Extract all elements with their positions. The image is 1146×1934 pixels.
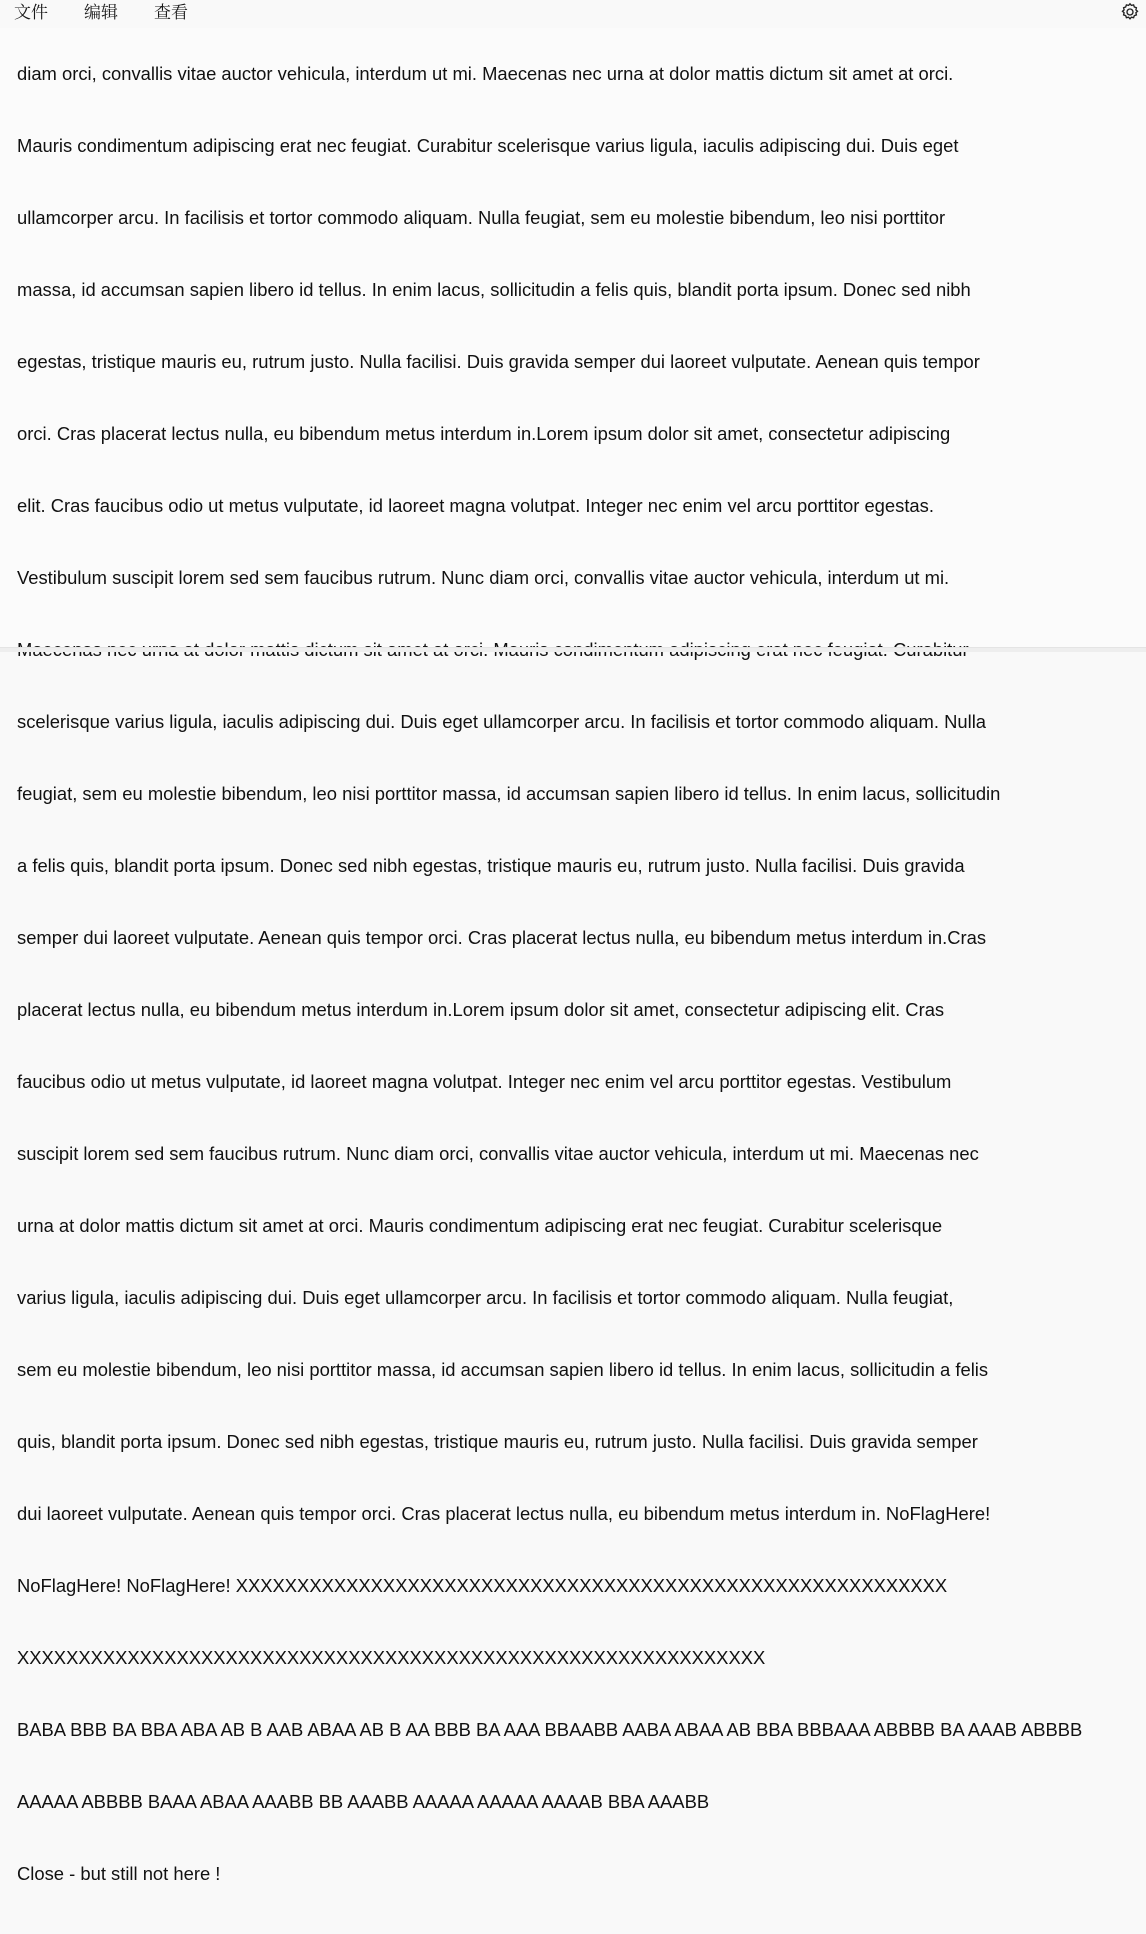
text-line: quis, blandit porta ipsum. Donec sed nibh egestas, tristique mauris eu, rutrum justo. Nulla facilisi. Duis gravida semper [17,1431,978,1452]
text-line: Vestibulum suscipit lorem sed sem faucibus rutrum. Nunc diam orci, convallis vitae auctor vehicula, interdum ut mi. [17,567,950,588]
text-line: sem eu molestie bibendum, leo nisi porttitor massa, id accumsan sapien libero id tellus. In enim lacus, sollicitudin a felis [17,1359,989,1380]
text-line: elit. Cras faucibus odio ut metus vulputate, id laoreet magna volutpat. Integer nec enim vel arcu porttitor egestas. [17,495,934,516]
text-line: dui laoreet vulputate. Aenean quis tempor orci. Cras placerat lectus nulla, eu bibendum metus interdum in. NoFlagHere! [17,1503,991,1524]
text-line: varius ligula, iaculis adipiscing dui. Duis eget ullamcorper arcu. In facilisis et tortor commodo aliquam. Nulla feugiat, [17,1287,954,1308]
text-line: ullamcorper arcu. In facilisis et tortor commodo aliquam. Nulla feugiat, sem eu molestie bibendum, leo nisi porttitor [17,207,946,228]
text-line: orci. Cras placerat lectus nulla, eu bibendum metus interdum in.Lorem ipsum dolor sit amet, consectetur adipiscing [17,423,951,444]
text-line: suscipit lorem sed sem faucibus rutrum. Nunc diam orci, convallis vitae auctor vehicula, interdum ut mi. Maecenas nec [17,1143,979,1164]
text-line: Close - but still not here ! [17,1863,221,1884]
menu-file[interactable]: 文件 [14,3,48,23]
bottom-edge [0,647,1146,652]
text-line: NoFlagHere! NoFlagHere! XXXXXXXXXXXXXXXXXXXXXXXXXXXXXXXXXXXXXXXXXXXXXXXXXXXXXXXXXX [17,1575,948,1596]
menu-view[interactable]: 查看 [154,3,188,23]
text-line: faucibus odio ut metus vulputate, id laoreet magna volutpat. Integer nec enim vel arcu porttitor egestas. Vestibulum [17,1071,952,1092]
text-line: massa, id accumsan sapien libero id tellus. In enim lacus, sollicitudin a felis quis, blandit porta ipsum. Donec sed nibh [17,279,971,300]
gear-icon [1120,2,1140,22]
text-line: egestas, tristique mauris eu, rutrum justo. Nulla facilisi. Duis gravida semper dui laoreet vulputate. Aenean quis tempor [17,351,980,372]
text-line: BABA BBB BA BBA ABA AB B AAB ABAA AB B AA BBB BA AAA BBAABB AABA ABAA AB BBA BBBAAA ABBBB BA AAAB ABBBB [17,1719,1083,1740]
text-line: XXXXXXXXXXXXXXXXXXXXXXXXXXXXXXXXXXXXXXXXXXXXXXXXXXXXXXXXXXXXX [17,1647,766,1668]
text-line: diam orci, convallis vitae auctor vehicula, interdum ut mi. Maecenas nec urna at dolor mattis dictum sit amet at orci. [17,63,954,84]
text-line: placerat lectus nulla, eu bibendum metus interdum in.Lorem ipsum dolor sit amet, consectetur adipiscing elit. Cras [17,999,945,1020]
text-line: feugiat, sem eu molestie bibendum, leo nisi porttitor massa, id accumsan sapien libero id tellus. In enim lacus, sollicitudin [17,783,1001,804]
text-line: AAAAA ABBBB BAAA ABAA AAABB BB AAABB AAAAA AAAAA AAAAB BBA AAABB [17,1791,710,1812]
menu-bar [0,0,1146,28]
text-line: semper dui laoreet vulputate. Aenean quis tempor orci. Cras placerat lectus nulla, eu bibendum metus interdum in.Cras [17,927,987,948]
document-text[interactable] [17,14,1087,1934]
text-line: a felis quis, blandit porta ipsum. Donec sed nibh egestas, tristique mauris eu, rutrum justo. Nulla facilisi. Duis gravida [17,855,965,876]
text-line: scelerisque varius ligula, iaculis adipiscing dui. Duis eget ullamcorper arcu. In facilisis et tortor commodo aliquam. Nulla [17,711,987,732]
text-line: urna at dolor mattis dictum sit amet at orci. Mauris condimentum adipiscing erat nec feugiat. Curabitur scelerisque [17,1215,943,1236]
settings-button[interactable] [1120,2,1140,22]
editor-area[interactable] [0,28,1146,1884]
text-line: Mauris condimentum adipiscing erat nec feugiat. Curabitur scelerisque varius ligula, iaculis adipiscing dui. Duis eget [17,135,959,156]
menu-edit[interactable]: 编辑 [84,3,118,23]
